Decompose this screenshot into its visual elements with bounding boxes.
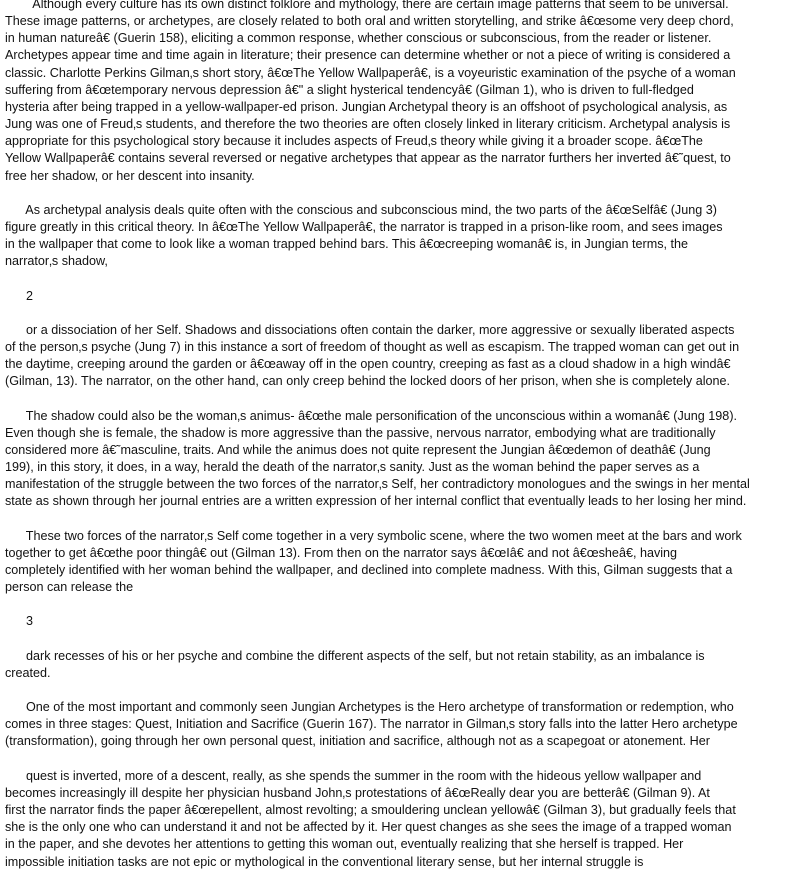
text-line: created. (5, 665, 51, 680)
text-line: becomes increasingly ill despite her physician husband John‚s protestations of â€œReally dear you are betterâ€ (Gilman 9). At (5, 785, 710, 800)
text-line: 3 (5, 614, 33, 629)
text-line: in the paper, and she devotes her attentions to getting this woman out, eventually realizing that she herself is trapped. Her (5, 837, 684, 852)
text-line: (transformation), going through her own personal quest, initiation and sacrifice, although not as a scapegoat or atonement. Her (5, 734, 710, 749)
text-line: comes in three stages: Quest, Initiation and Sacrifice (Guerin 167). The narrator in Gilman‚s story falls into the latter Hero archetype (5, 717, 738, 732)
text-line: As archetypal analysis deals quite often with the conscious and subconscious mind, the two parts of the â€œSelfâ€ (Jung 3) (5, 202, 717, 217)
text-line: Yellow Wallpaperâ€ contains several reversed or negative archetypes that appear as the narrator furthers her inverted â€˜quest‚ to (5, 151, 731, 166)
text-line: manifestation of the struggle between the two forces of the narrator‚s Self, her contradictory monologues and the swings in her mental (5, 477, 750, 492)
text-line: free her shadow, or her descent into insanity. (5, 168, 255, 183)
text-line: Even though she is female, the shadow is more aggressive than the passive, nervous narrator, embodying what are traditionally (5, 425, 716, 440)
text-line: These image patterns, or archetypes, are closely related to both oral and written storytelling, and strike â€œsome very deep chord, (5, 14, 734, 29)
text-line: 2 (5, 288, 33, 303)
text-line: of the person‚s psyche (Jung 7) in this instance a sort of freedom of thought as well as escapism. The trapped woman can get out in (5, 340, 740, 354)
text-line: The shadow could also be the woman‚s animus- â€œthe male personification of the unconscious within a womanâ€ (Jung 198). (5, 408, 738, 423)
text-line: appropriate for this psychological story because it includes aspects of Freud‚s theory while giving it a broader scope. â€œThe (5, 134, 703, 149)
text-line: in the wallpaper that come to look like a woman trapped behind bars. This â€œcreeping womanâ€ is, in Jungian terms, the (5, 237, 689, 252)
text-line: or a dissociation of her Self. Shadows and dissociations often contain the darker, more aggressive or sexually liberated aspects (5, 322, 735, 337)
text-line: completely identified with her woman behind the wallpaper, and declined into complete madness. With this, Gilman suggests that a (5, 562, 733, 577)
text-line: impossible initiation tasks are not epic or mythological in the conventional literary sense, but her internal struggle is (5, 854, 644, 869)
text-line: suffering from â€œtemporary nervous depression â€" a slight hysterical tendencyâ€ (Gilman 1), who is driven to full-fledged (5, 82, 694, 97)
text-line: dark recesses of his or her psyche and combine the different aspects of the self, but not retain stability, as an imbalance is (5, 648, 705, 663)
text-line: Jung was one of Freud‚s students, and therefore the two theories are often closely linked in literary criticism. Archetypal analysis is (5, 117, 731, 132)
text-line: considered more â€˜masculine‚ traits. And while the animus does not quite represent the Jungian â€œdemon of deathâ€ (Jung (5, 442, 711, 457)
text-line: person can release the (5, 580, 134, 595)
text-line: first the narrator finds the paper â€œrepellent, almost revolting; a smouldering unclean yellowâ€ (Gilman 3), but gradually feels that (5, 803, 736, 818)
text-line: These two forces of the narrator‚s Self come together in a very symbolic scene, where the two women meet at the bars and work (5, 528, 742, 543)
text-line: quest is inverted, more of a descent, really, as she spends the summer in the room with the hideous yellow wallpaper and (5, 768, 702, 783)
text-line: One of the most important and commonly seen Jungian Archetypes is the Hero archetype of transformation or redemption, who (5, 700, 734, 715)
text-line: 199), in this story, it does, in a way, herald the death of the narrator‚s sanity. Just as the woman behind the paper serves as a (5, 460, 700, 475)
text-line: state as shown through her journal entries are a written expression of her internal conflict that eventually leads to her losing her mind. (5, 494, 747, 509)
text-line: she is the only one who can understand it and not be affected by it. Her quest changes as she sees the image of a trapped woman (5, 820, 732, 835)
text-line: Although every culture has its own distinct folklore and mythology, there are certain image patterns that seem to be universal. (5, 0, 729, 11)
text-line: narrator‚s shadow, (5, 254, 108, 269)
text-line: together to get â€œthe poor thingâ€ out (Gilman 13). From then on the narrator says â€œIâ€ and not â€œsheâ€, having (5, 545, 678, 560)
text-line: in human natureâ€ (Guerin 158), eliciting a common response, whether conscious or subconscious, from the reader or listener. (5, 31, 712, 46)
text-line: (Gilman, 13). The narrator, on the other hand, can only creep behind the locked doors of her prison, when she is completely alone. (5, 374, 731, 389)
text-line: Archetypes appear time and time again in literature; their presence can determine whether or not a piece of writing is considered a (5, 48, 731, 63)
text-line: the daytime, creeping around the garden or â€œaway off in the open country, creeping as fast as a cloud shadow in a high windâ€ (5, 357, 731, 372)
text-line: hysteria after being trapped in a yellow-wallpaper-ed prison. Jungian Archetypal theory is an offshoot of psychological analysis, as (5, 99, 728, 114)
text-line: figure greatly in this critical theory. In â€œThe Yellow Wallpaperâ€, the narrator is trapped in a prison-like room, and sees images (5, 219, 723, 234)
text-line: classic. Charlotte Perkins Gilman‚s short story, â€œThe Yellow Wallpaperâ€, is a voyeuristic examination of the psyche of a woman (5, 65, 736, 80)
